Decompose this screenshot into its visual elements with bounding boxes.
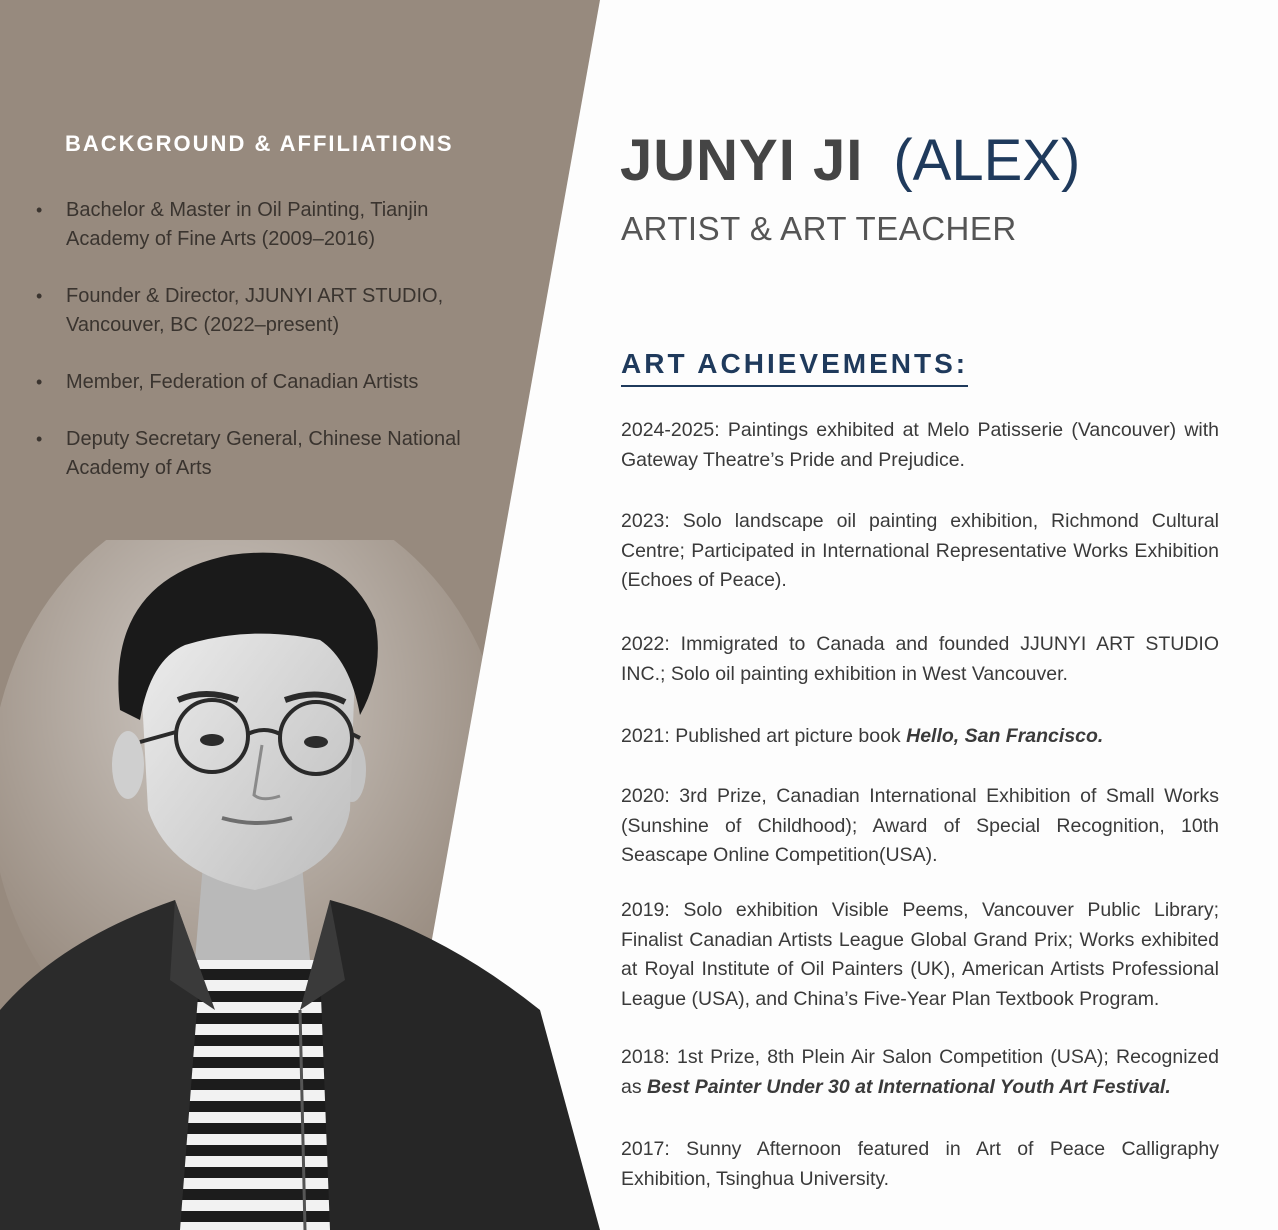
achievement-entry (621, 630, 1219, 689)
background-item-text: Bachelor & Master in Oil Painting, Tianjin Academy of Fine Arts (2009–2016) (66, 199, 429, 250)
background-item (36, 425, 476, 483)
achievement-entry (621, 722, 1219, 752)
bullet-icon: • (36, 286, 43, 306)
achievement-text: 2023: Solo landscape oil painting exhibition, Richmond Cultural Centre; Participated in International Representative Works Exhibition (Echoes of Peace). (621, 510, 1219, 591)
achievements-heading: ART ACHIEVEMENTS: (621, 348, 968, 387)
achievement-text: 2022: Immigrated to Canada and founded JJUNYI ART STUDIO INC.; Solo oil painting exhibition in West Vancouver. (621, 633, 1219, 685)
achievement-text: 2020: 3rd Prize, Canadian International Exhibition of Small Works (Sunshine of Childhood); Award of Special Recognition, 10th Seascape Online Competition(USA). (621, 785, 1219, 866)
background-list (36, 196, 476, 511)
achievement-entry (621, 1135, 1219, 1194)
portrait-photo (0, 540, 600, 1230)
artist-name (620, 128, 1080, 194)
achievement-entry (621, 1043, 1219, 1102)
artist-alias: (ALEX) (893, 128, 1081, 193)
background-item (36, 196, 476, 254)
background-item-text: Member, Federation of Canadian Artists (66, 371, 419, 393)
achievement-emphasis: Hello, San Francisco. (906, 725, 1104, 747)
achievement-entry (621, 416, 1219, 475)
achievement-entry (621, 896, 1219, 1014)
achievement-entry (621, 782, 1219, 871)
achievement-text: 2019: Solo exhibition Visible Peems, Vancouver Public Library; Finalist Canadian Artists League Global Grand Prix; Works exhibited at Royal Institute of Oil Painters (UK), American Artists Professional League (USA), and China’s Five-Year Plan Textbook Program. (621, 899, 1219, 1010)
artist-subtitle: ARTIST & ART TEACHER (621, 210, 1017, 247)
achievement-text: 2024-2025: Paintings exhibited at Melo Patisserie (Vancouver) with Gateway Theatre’s Pride and Prejudice. (621, 419, 1219, 471)
achievement-text: 2017: Sunny Afternoon featured in Art of Peace Calligraphy Exhibition, Tsinghua University. (621, 1138, 1219, 1190)
background-item (36, 282, 476, 340)
background-heading: BACKGROUND & AFFILIATIONS (65, 131, 454, 156)
achievement-entry (621, 507, 1219, 596)
background-item (36, 368, 476, 397)
background-item-text: Founder & Director, JJUNYI ART STUDIO, Vancouver, BC (2022–present) (66, 285, 444, 336)
background-item-text: Deputy Secretary General, Chinese National Academy of Arts (66, 428, 461, 479)
bullet-icon: • (36, 200, 43, 220)
bullet-icon: • (36, 372, 43, 392)
achievement-text: 2021: Published art picture book (621, 725, 907, 747)
bullet-icon: • (36, 429, 43, 449)
artist-name-main: JUNYI JI (620, 128, 864, 193)
achievement-text: 2018: 1st Prize, 8th Plein Air Salon Competition (USA); Recognized as (621, 1046, 1219, 1098)
achievement-emphasis: Best Painter Under 30 at International Youth Art Festival. (647, 1075, 1171, 1098)
